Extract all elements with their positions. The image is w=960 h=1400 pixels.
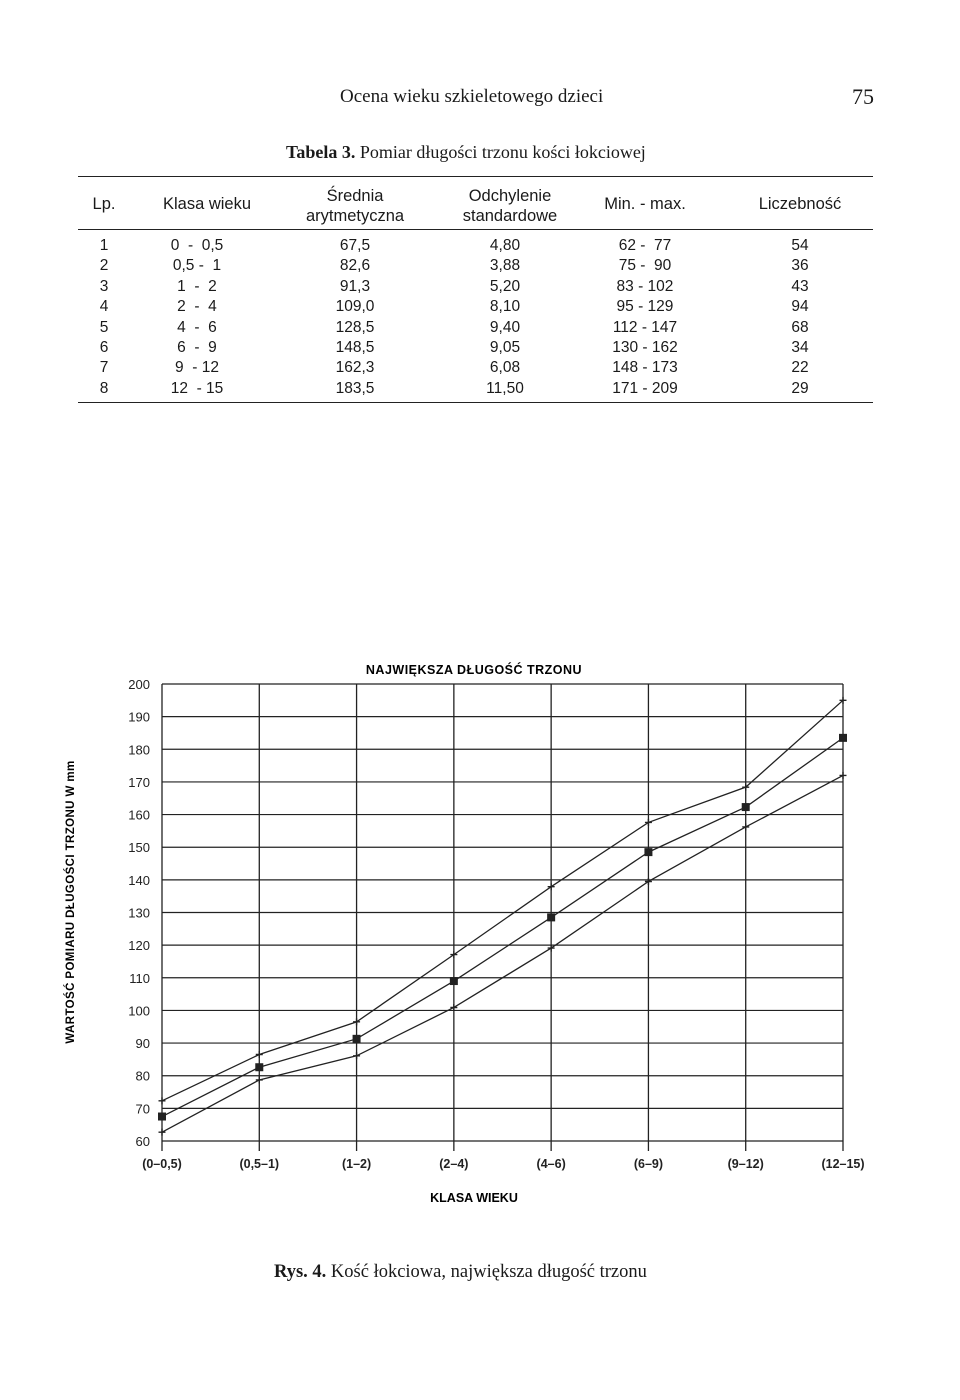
- table-cell-range: 112 - 147: [612, 318, 678, 336]
- table-header-rule: [78, 229, 873, 230]
- x-tick-label: (2–4): [439, 1157, 469, 1171]
- x-tick-label: (9–12): [727, 1157, 764, 1171]
- table-cell-range: 171 - 209: [612, 379, 678, 397]
- y-tick-label: 180: [128, 742, 150, 758]
- y-tick-label: 130: [128, 905, 150, 921]
- table-cell-age: 0 - 0,5: [170, 237, 224, 254]
- y-tick-label: 80: [135, 1068, 150, 1084]
- x-tick-label: (0–0,5): [142, 1157, 182, 1171]
- table-cell-range: 130 - 162: [612, 339, 678, 356]
- data-point-mean: [547, 913, 555, 921]
- y-tick-label: 70: [135, 1101, 150, 1117]
- data-point-lower: [159, 1129, 166, 1136]
- table-cell-sd: 4,80: [489, 237, 521, 254]
- figure-caption: [274, 1262, 647, 1283]
- x-tick-label: (1–2): [341, 1157, 372, 1171]
- data-point-lower: [256, 1076, 263, 1083]
- table-cell-lp: 8: [99, 379, 109, 397]
- table-top-rule: [78, 176, 873, 177]
- data-point-upper: [159, 1097, 166, 1104]
- table-cell-n: 34: [791, 339, 809, 356]
- table-cell-range: 62 - 77: [618, 237, 672, 254]
- table-cell-age: 12 - 15: [170, 379, 224, 397]
- table-cell-sd: 11,50: [486, 379, 524, 397]
- chart: [0, 650, 960, 1210]
- table-cell-age: 4 - 6: [177, 318, 217, 336]
- y-tick-label: 200: [128, 677, 150, 692]
- table-cell-sd: 9,40: [489, 318, 521, 336]
- table-cell-age: 1 - 2: [177, 277, 217, 295]
- table-cell-range: 83 - 102: [616, 277, 674, 295]
- header-lp: Lp.: [92, 195, 116, 213]
- data-point-mean: [644, 848, 652, 856]
- table-cell-n: 54: [791, 237, 809, 254]
- data-point-lower: [840, 772, 847, 779]
- y-tick-label: 170: [128, 774, 150, 790]
- header-mean-line1: Średnia: [326, 187, 384, 205]
- table-cell-lp: 5: [99, 318, 109, 336]
- header-sd-line1: Odchylenie: [468, 187, 552, 205]
- series-line-lower: [162, 775, 843, 1132]
- x-tick-label: (12–15): [821, 1157, 865, 1171]
- table-cell-lp: 7: [99, 359, 109, 377]
- table-cell-range: 95 - 129: [616, 298, 674, 316]
- data-point-lower: [742, 823, 749, 830]
- y-tick-label: 110: [129, 970, 150, 986]
- y-axis-label: WARTOŚĆ POMIARU DŁUGOŚCI TRZONU W mm: [65, 760, 77, 1044]
- table-cell-age: 9 - 12: [175, 359, 219, 377]
- data-point-upper: [256, 1051, 263, 1058]
- table-cell-sd: 6,08: [489, 359, 521, 377]
- table-cell-age: 0,5 - 1: [172, 257, 222, 275]
- table-cell-sd: 3,88: [489, 257, 521, 275]
- series-line-mean: [162, 738, 843, 1117]
- y-tick-label: 140: [128, 872, 150, 888]
- table-caption: [286, 142, 646, 163]
- table-caption-text: Pomiar długości trzonu kości łokciowej: [359, 142, 646, 162]
- header-sd-line2: standardowe: [462, 207, 558, 225]
- header-sd: [440, 186, 580, 226]
- table-cell-mean: 162,3: [335, 359, 375, 377]
- table-cell-sd: 9,05: [489, 339, 521, 356]
- data-point-mean: [450, 977, 458, 985]
- figure-caption-label: Rys. 4.: [274, 1262, 327, 1282]
- table-cell-n: 43: [791, 277, 809, 295]
- table-cell-lp: 2: [99, 257, 109, 275]
- table-cell-mean: 148,5: [335, 339, 375, 356]
- table-cell-n: 36: [791, 257, 809, 275]
- y-tick-label: 100: [128, 1003, 150, 1019]
- data-point-mean: [839, 734, 847, 742]
- data-point-mean: [353, 1035, 361, 1043]
- y-tick-label: 60: [135, 1134, 150, 1149]
- table-cell-age: 2 - 4: [177, 298, 217, 316]
- header-age-class: Klasa wieku: [162, 195, 252, 213]
- table-cell-mean: 91,3: [339, 277, 371, 295]
- table-cell-range: 148 - 173: [612, 359, 678, 377]
- data-point-mean: [158, 1113, 166, 1121]
- data-point-lower: [353, 1052, 360, 1059]
- table-cell-lp: 1: [99, 237, 109, 254]
- ticks: [128, 677, 864, 1171]
- series-line-upper: [162, 700, 843, 1101]
- figure-caption-text: Kość łokciowa, największa długość trzonu: [330, 1262, 647, 1282]
- table-cell-mean: 128,5: [335, 318, 375, 336]
- page-number: 75: [852, 84, 874, 109]
- table-cell-mean: 67,5: [339, 237, 371, 254]
- table-cell-lp: 3: [99, 277, 109, 295]
- y-tick-label: 90: [135, 1036, 150, 1052]
- table-cell-sd: 5,20: [489, 277, 521, 295]
- y-tick-label: 190: [128, 709, 150, 725]
- table-cell-mean: 82,6: [339, 257, 371, 275]
- table-cell-lp: 4: [99, 298, 109, 316]
- grid: [162, 684, 843, 1151]
- table-cell-n: 22: [791, 359, 809, 377]
- running-header: Ocena wieku szkieletowego dzieci: [340, 86, 604, 107]
- table-bottom-rule: [78, 402, 873, 403]
- table-cell-mean: 109,0: [335, 298, 375, 316]
- y-tick-label: 160: [128, 807, 150, 823]
- x-tick-label: (4–6): [536, 1157, 566, 1171]
- series: [158, 697, 847, 1136]
- table-cell-n: 29: [791, 379, 809, 397]
- data-point-mean: [742, 803, 750, 811]
- data-point-upper: [645, 819, 652, 826]
- x-tick-label: (6–9): [633, 1157, 664, 1171]
- table-caption-label: Tabela 3.: [286, 142, 356, 162]
- chart-title: NAJWIĘKSZA DŁUGOŚĆ TRZONU: [365, 663, 583, 677]
- x-tick-label: (0,5–1): [239, 1157, 280, 1171]
- y-tick-label: 150: [128, 840, 150, 856]
- table-cell-sd: 8,10: [489, 298, 521, 316]
- y-tick-label: 120: [128, 938, 150, 954]
- x-axis-label: KLASA WIEKU: [430, 1191, 518, 1205]
- table-cell-n: 94: [791, 298, 809, 316]
- header-mean-line2: arytmetyczna: [305, 207, 405, 225]
- table-cell-lp: 6: [99, 339, 109, 356]
- data-point-mean: [255, 1063, 263, 1071]
- header-range: Min. - max.: [604, 195, 686, 213]
- header-mean: [290, 186, 420, 226]
- table-cell-n: 68: [791, 318, 809, 336]
- table-cell-range: 75 - 90: [618, 257, 672, 275]
- table-cell-age: 6 - 9: [177, 339, 217, 356]
- header-count: Liczebność: [758, 195, 842, 213]
- table-cell-mean: 183,5: [335, 379, 375, 397]
